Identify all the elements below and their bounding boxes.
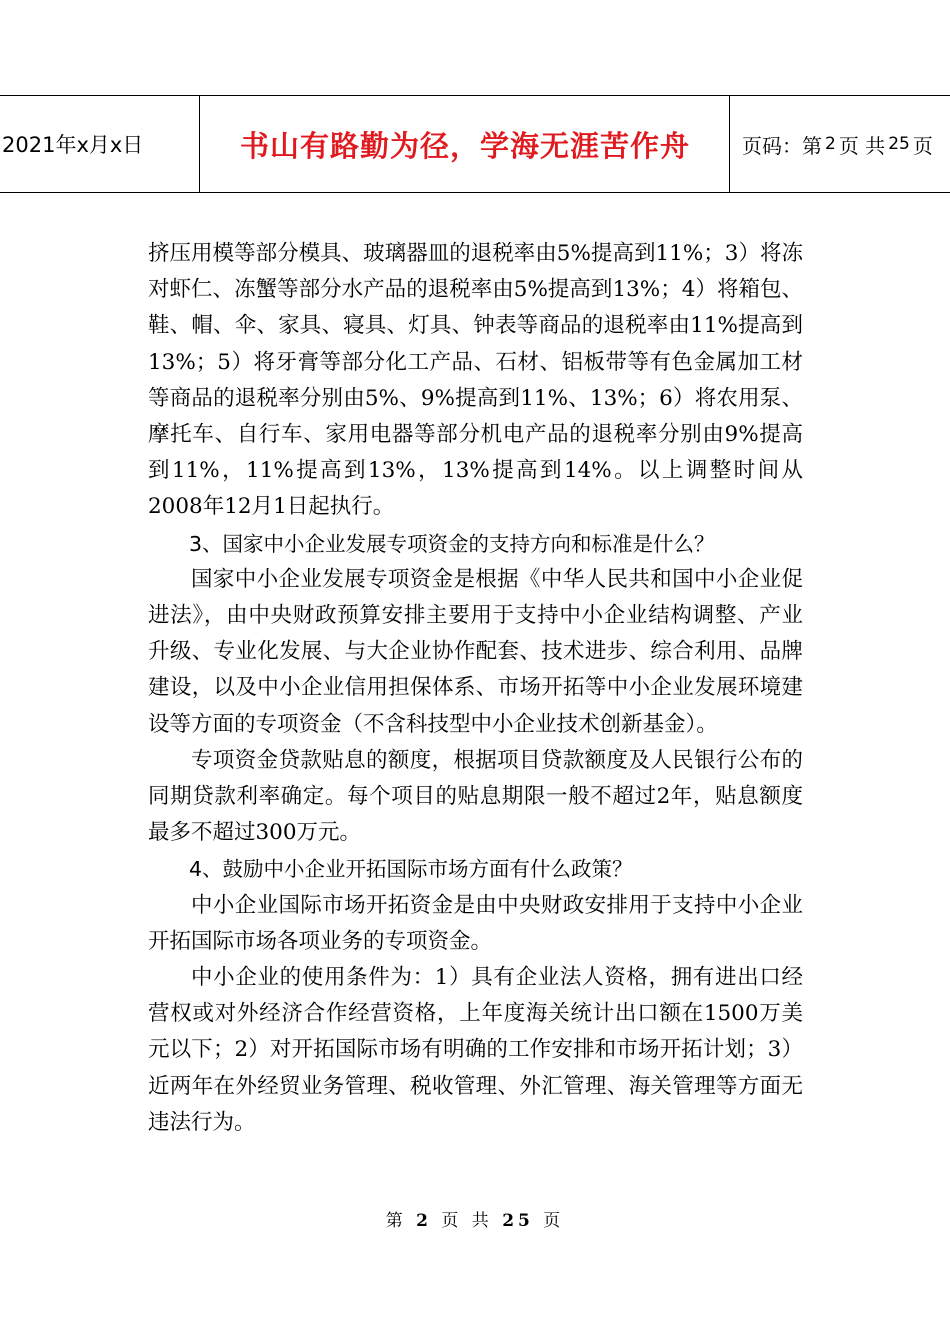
- header-page-total: 25: [888, 134, 910, 154]
- question-heading-3: 3、国家中小企业发展专项资金的支持方向和标准是什么？: [189, 531, 715, 556]
- header-date: 2021年x月x日: [0, 96, 200, 192]
- footer-page-current: 2: [416, 1211, 432, 1231]
- footer-suffix: 页: [543, 1211, 565, 1231]
- paragraph-market-fund: 中小企业国际市场开拓资金是由中央财政安排用于支持中小企业开拓国际市场各项业务的专项资金。: [148, 892, 803, 954]
- header-page-mid: 页 共: [838, 133, 886, 158]
- document-body: [148, 236, 803, 1141]
- footer-page-total: 25: [502, 1211, 534, 1231]
- question-heading-4: 4、鼓励中小企业开拓国际市场方面有什么政策？: [189, 857, 633, 882]
- footer-prefix: 第: [385, 1211, 407, 1231]
- page-footer: [0, 1206, 950, 1231]
- header-page-number: [730, 96, 950, 192]
- footer-mid: 页 共: [441, 1211, 493, 1231]
- header-page-label: 页码：第: [742, 133, 822, 158]
- page-header: [0, 95, 950, 193]
- paragraph-tax-rebate-continued: 挤压用模等部分模具、玻璃器皿的退税率由5%提高到11%；3）将冻对虾仁、冻蟹等部分水产品的退税率由5%提高到13%；4）将箱包、鞋、帽、伞、家具、寝具、灯具、钟表等商品的退税率由11%提高到13%；5）将牙膏等部分化工产品、石材、铝板带等有色金属加工材等商品的退税率分别由5%、9%提高到11%、13%；6）将农用泵、摩托车、自行车、家用电器等部分机电产品的退税率分别由9%提高到11%，11%提高到13%，13%提高到14%。以上调整时间从2008年12月1日起执行。: [148, 241, 803, 520]
- paragraph-usage-conditions: 中小企业的使用条件为：1）具有企业法人资格，拥有进出口经营权或对外经济合作经营资格，上年度海关统计出口额在1500万美元以下；2）对开拓国际市场有明确的工作安排和市场开拓计划；3）近两年在外经贸业务管理、税收管理、外汇管理、海关管理等方面无违法行为。: [148, 965, 803, 1135]
- paragraph-loan-subsidy: 专项资金贷款贴息的额度，根据项目贷款额度及人民银行公布的同期贷款利率确定。每个项目的贴息期限一般不超过2年，贴息额度最多不超过300万元。: [148, 747, 803, 846]
- paragraph-special-fund: 国家中小企业发展专项资金是根据《中华人民共和国中小企业促进法》，由中央财政预算安排主要用于支持中小企业结构调整、产业升级、专业化发展、与大企业协作配套、技术进步、综合利用、品牌建设，以及中小企业信用担保体系、市场开拓等中小企业发展环境建设等方面的专项资金（不含科技型中小企业技术创新基金）。: [148, 566, 803, 737]
- header-page-current: 2: [825, 134, 836, 154]
- header-motto: 书山有路勤为径，学海无涯苦作舟: [201, 96, 730, 192]
- header-page-end: 页: [912, 133, 933, 158]
